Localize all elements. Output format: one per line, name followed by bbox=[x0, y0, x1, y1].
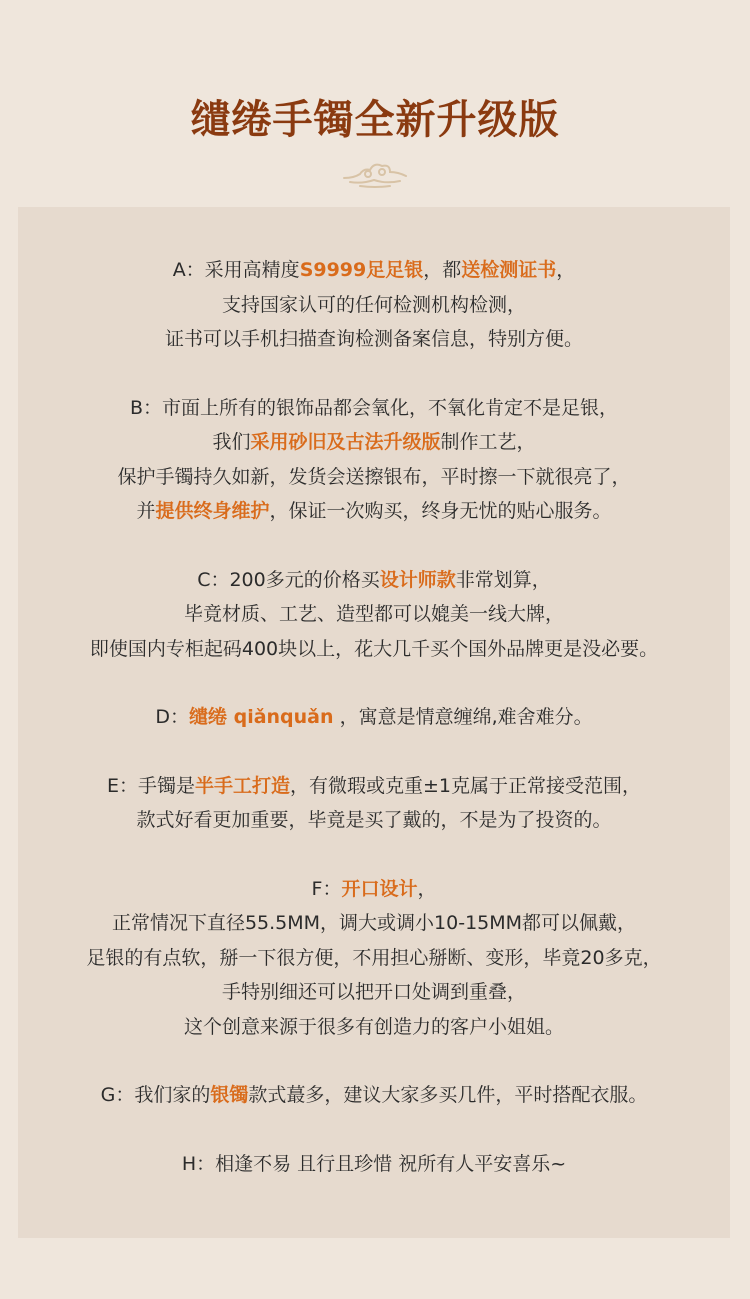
section-c-line-2: 毕竟材质、工艺、造型都可以媲美一线大牌， bbox=[183, 603, 564, 625]
section-f bbox=[18, 872, 730, 1045]
text: A：采用高精度 bbox=[172, 259, 300, 281]
highlight-open-design: 开口设计 bbox=[341, 877, 418, 900]
section-e-line-1 bbox=[18, 769, 730, 804]
highlight-certificate: 送检测证书 bbox=[461, 259, 557, 281]
text: ，保证一次购买，终身无忧的贴心服务。 bbox=[269, 500, 612, 522]
highlight-maintenance: 提供终身维护 bbox=[155, 500, 270, 522]
section-e-line-2: 款式好看更加重要，毕竟是买了戴的，不是为了投资的。 bbox=[136, 809, 612, 831]
description-panel bbox=[18, 207, 730, 1238]
section-d-line-1 bbox=[18, 700, 730, 735]
text: 并 bbox=[136, 500, 156, 522]
section-h bbox=[18, 1147, 730, 1182]
text: 我们 bbox=[212, 431, 251, 453]
text: ，都 bbox=[423, 259, 462, 281]
highlight-bangle: 银镯 bbox=[210, 1084, 249, 1106]
description-content bbox=[18, 253, 730, 1215]
section-c-line-3: 即使国内专柜起码400块以上，花大几千买个国外品牌更是没必要。 bbox=[89, 637, 659, 660]
text: D： bbox=[155, 706, 189, 728]
text: 制作工艺， bbox=[440, 431, 536, 453]
section-b-line-3: 保护手镯持久如新，发货会送擦银布，平时擦一下就很亮了， bbox=[117, 465, 631, 488]
highlight-name: 缱绻 qiǎnquǎn bbox=[188, 706, 334, 728]
section-e bbox=[18, 769, 730, 838]
section-a-line-2: 支持国家认可的任何检测机构检测， bbox=[221, 293, 526, 316]
section-a-line-3: 证书可以手机扫描查询检测备案信息，特别方便。 bbox=[164, 328, 583, 350]
section-f-line-3: 足银的有点软，掰一下很方便，不用担心掰断、变形，毕竟20多克， bbox=[86, 946, 662, 969]
section-f-line-4: 手特别细还可以把开口处调到重叠， bbox=[221, 981, 526, 1003]
text: ， bbox=[556, 259, 576, 281]
section-c bbox=[18, 563, 730, 667]
text: ， bbox=[417, 877, 437, 900]
text: ，有微瑕或克重±1克属于正常接受范围， bbox=[290, 774, 642, 797]
highlight-craft: 采用砂旧及古法升级版 bbox=[250, 431, 441, 453]
text: E：手镯是 bbox=[106, 774, 195, 797]
cloud-ornament-icon bbox=[340, 156, 410, 190]
section-d bbox=[18, 700, 730, 735]
text: ，寓意是情意缠绵,难舍难分。 bbox=[333, 706, 593, 728]
section-f-line-1 bbox=[18, 872, 730, 907]
section-b bbox=[18, 391, 730, 529]
section-b-line-4 bbox=[18, 494, 730, 529]
section-h-line-1: H：相逢不易 且行且珍惜 祝所有人平安喜乐~ bbox=[181, 1152, 567, 1175]
section-g bbox=[18, 1078, 730, 1113]
page-title: 缱绻手镯全新升级版 bbox=[190, 97, 560, 143]
text: 款式蕞多，建议大家多买几件，平时搭配衣服。 bbox=[248, 1084, 648, 1106]
text: F： bbox=[311, 877, 342, 900]
highlight-silver: S9999足足银 bbox=[299, 259, 424, 281]
section-g-line-1 bbox=[18, 1078, 730, 1113]
section-c-line-1 bbox=[18, 563, 730, 598]
highlight-designer: 设计师款 bbox=[379, 568, 456, 591]
section-a bbox=[18, 253, 730, 357]
text: G：我们家的 bbox=[100, 1084, 211, 1106]
section-f-line-2: 正常情况下直径55.5MM，调大或调小10-15MM都可以佩戴， bbox=[111, 912, 637, 934]
highlight-handmade: 半手工打造 bbox=[194, 774, 290, 797]
text: 非常划算， bbox=[455, 568, 551, 591]
text: C：200多元的价格买 bbox=[197, 568, 380, 591]
section-b-line-1: B：市面上所有的银饰品都会氧化，不氧化肯定不是足银， bbox=[129, 396, 619, 419]
section-a-line-1 bbox=[18, 253, 730, 288]
section-b-line-2 bbox=[18, 425, 730, 460]
section-f-line-5: 这个创意来源于很多有创造力的客户小姐姐。 bbox=[183, 1015, 564, 1038]
